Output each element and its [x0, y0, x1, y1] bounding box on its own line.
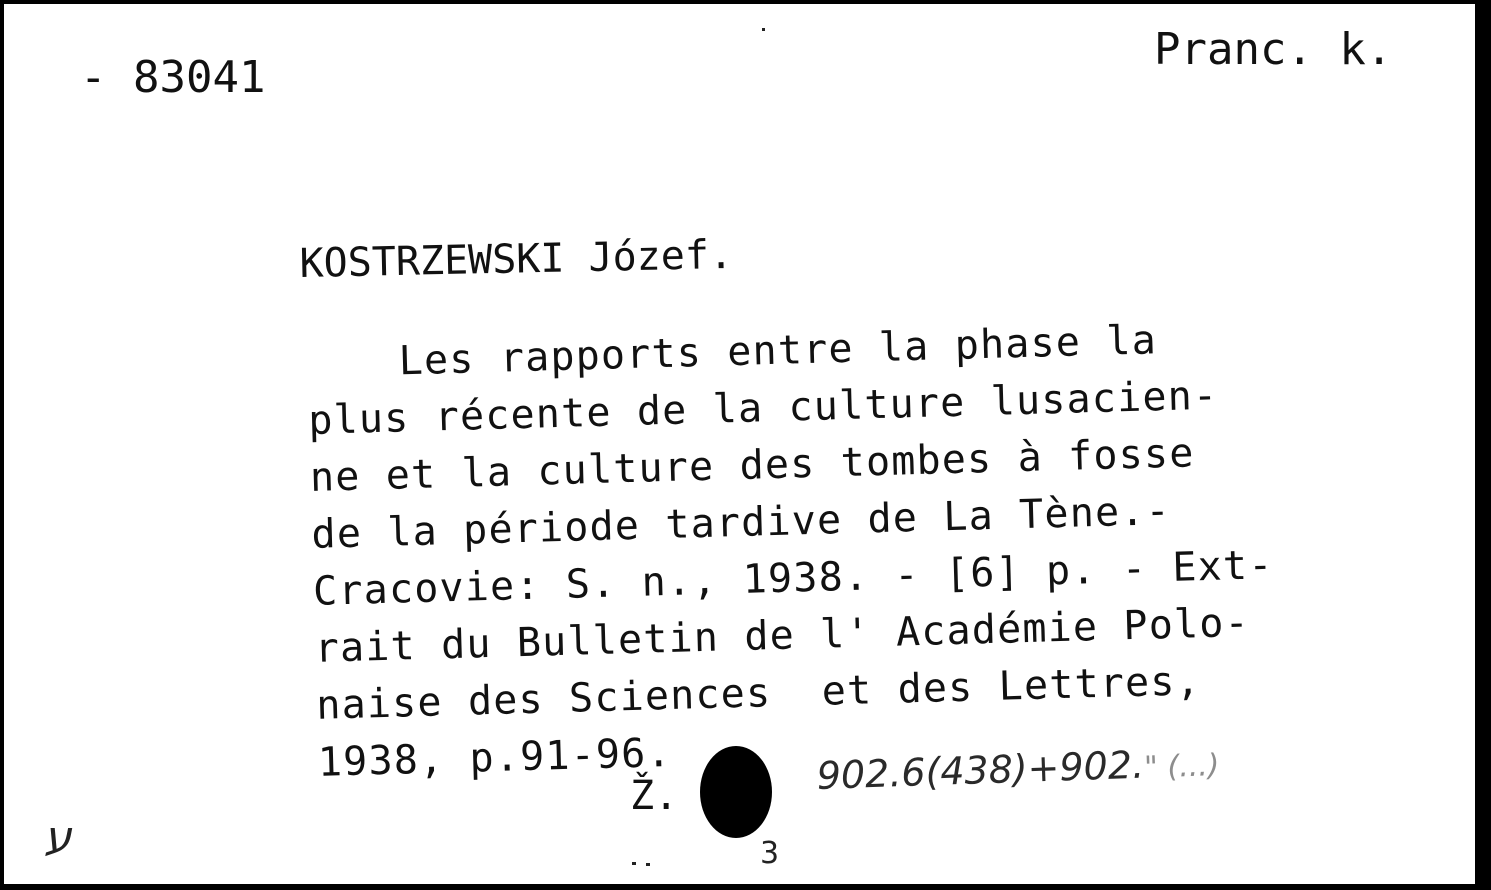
ink-speck	[632, 862, 636, 865]
description-line: naise des Sciences et des Lettres,	[315, 658, 1202, 729]
ink-speck	[646, 863, 650, 866]
catalog-card	[2, 2, 1477, 886]
description-line: rait du Bulletin de l' Académie Polo-	[314, 599, 1251, 672]
description-line: de la période tardive de La Tène.-	[310, 487, 1172, 558]
description-line: 1938, p.91-96.	[317, 729, 673, 786]
scan-edge	[1477, 0, 1491, 890]
punch-hole	[700, 746, 772, 838]
description-line: Les rapports entre la phase la	[398, 317, 1158, 385]
corner-handwritten-mark: ע	[44, 812, 72, 863]
bibliographic-description	[306, 309, 1279, 792]
description-line: Cracovie: S. n., 1938. - [6] p. - Ext-	[312, 542, 1275, 615]
author-heading: KOSTRZEWSKI Józef.	[299, 231, 734, 287]
marginal-mark: Ž.	[630, 773, 679, 819]
classification-number: 902.6(438)+902.	[816, 742, 1145, 798]
bottom-number: 3	[760, 836, 780, 871]
description-line: plus récente de la culture lusacien-	[307, 372, 1219, 444]
language-code: Pranc. k.	[1154, 24, 1393, 75]
accession-number: - 83041	[80, 52, 266, 103]
ink-speck	[762, 28, 765, 31]
classification-faint: " (...)	[1143, 747, 1221, 786]
description-line: ne et la culture des tombes à fosse	[309, 430, 1196, 501]
